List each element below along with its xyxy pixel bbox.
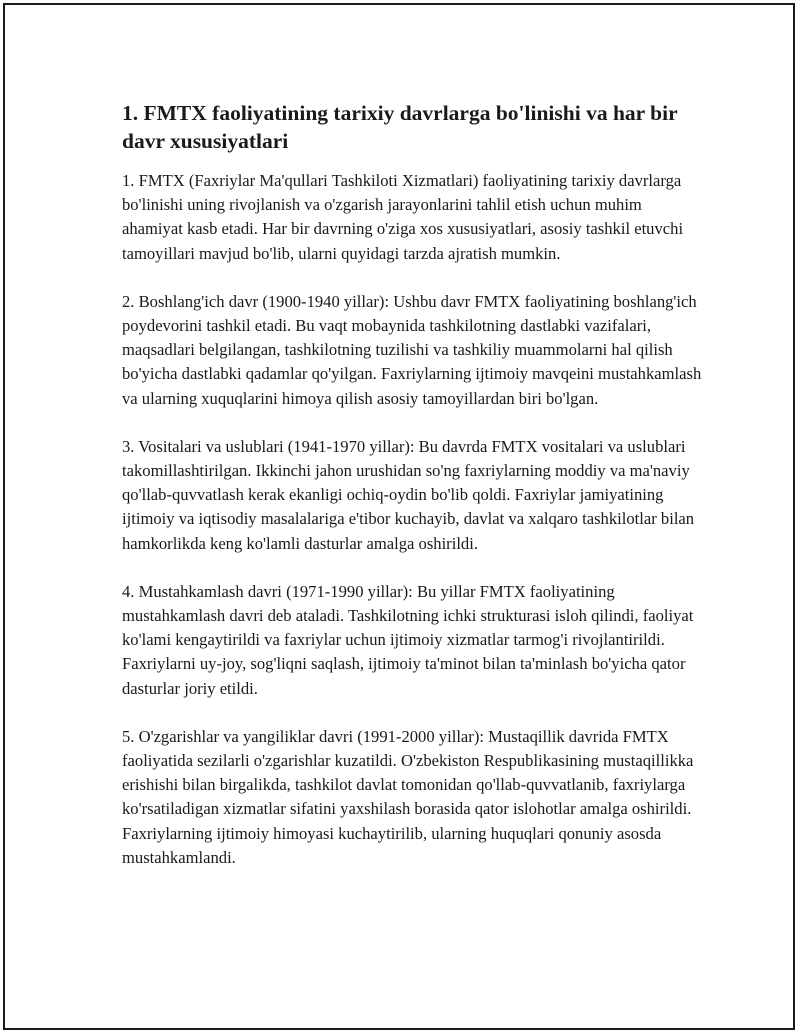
document-page bbox=[3, 3, 795, 1030]
paragraph-intro: 1. FMTX (Faxriylar Ma'qullari Tashkiloti Xizmatlari) faoliyatining tarixiy davrlarga bo'linishi uning rivojlanish va o'zgarish jarayonlarini tahlil etish uchun muhim ahamiyat kasb etadi. Har bir davrning o'ziga xos xususiyatlari, asosiy tashkil etuvchi tamoyillari mavjud bo'lib, ularni quyidagi tarzda ajratish mumkin. bbox=[122, 171, 684, 263]
paragraph-initial-period: 2. Boshlang'ich davr (1900-1940 yillar): Ushbu davr FMTX faoliyatining boshlang'ich poydevorini tashkil etadi. Bu vaqt mobaynida tashkilotning dastlabki vazifalari, maqsadlari belgilangan, tashkilotning tuzilishi va tashkiliy muammolarni hal qilish bo'yicha dastlabki qadamlar qo'yilgan. Faxriylarning ijtimoiy mavqeini mustahkamlash va ularning xuquqlarini himoya qilish asosiy tamoyillardan biri bo'lgan. bbox=[122, 291, 702, 408]
document-body bbox=[122, 99, 702, 894]
paragraph-means-methods: 3. Vositalari va uslublari (1941-1970 yillar): Bu davrda FMTX vositalari va uslublari takomillashtirilgan. Ikkinchi jahon urushidan so'ng faxriylarning moddiy va ma'naviy qo'llab-quvvatlash kerak ekanligi ochiq-oydin bo'lib qoldi. Faxriylar jamiyatining ijtimoiy va iqtisodiy masalalariga e'tibor kuchayib, davlat va xalqaro tashkilotlar bilan hamkorlikda keng ko'lamli dasturlar amalga oshirildi. bbox=[122, 436, 695, 553]
paragraph-changes-period: 5. O'zgarishlar va yangiliklar davri (1991-2000 yillar): Mustaqillik davrida FMTX faoliyatida sezilarli o'zgarishlar kuzatildi. O'zbekiston Respublikasining mustaqillikka erishishi bilan birgalikda, tashkilot davlat tomonidan qo'llab-quvvatlanib, faxriylarga ko'rsatiladigan xizmatlar sifatini yaxshilash borasida qator islohotlar amalga oshirildi. Faxriylarning ijtimoiy himoyasi kuchaytirilib, ularning huquqlari qonuniy asosda mustahkamlandi. bbox=[122, 726, 694, 867]
paragraph-consolidation-period: 4. Mustahkamlash davri (1971-1990 yillar): Bu yillar FMTX faoliyatining mustahkamlash davri deb ataladi. Tashkilotning ichki strukturasi isloh qilindi, faoliyat ko'lami kengaytirildi va faxriylar uchun ijtimoiy xizmatlar tarmog'i rivojlantirildi. Faxriylarni uy-joy, sog'liqni saqlash, ijtimoiy ta'minot bilan ta'minlash bo'yicha qator dasturlar joriy etildi. bbox=[122, 581, 694, 698]
document-title: 1. FMTX faoliyatining tarixiy davrlarga bo'linishi va har bir davr xususiyatlari bbox=[122, 101, 678, 153]
